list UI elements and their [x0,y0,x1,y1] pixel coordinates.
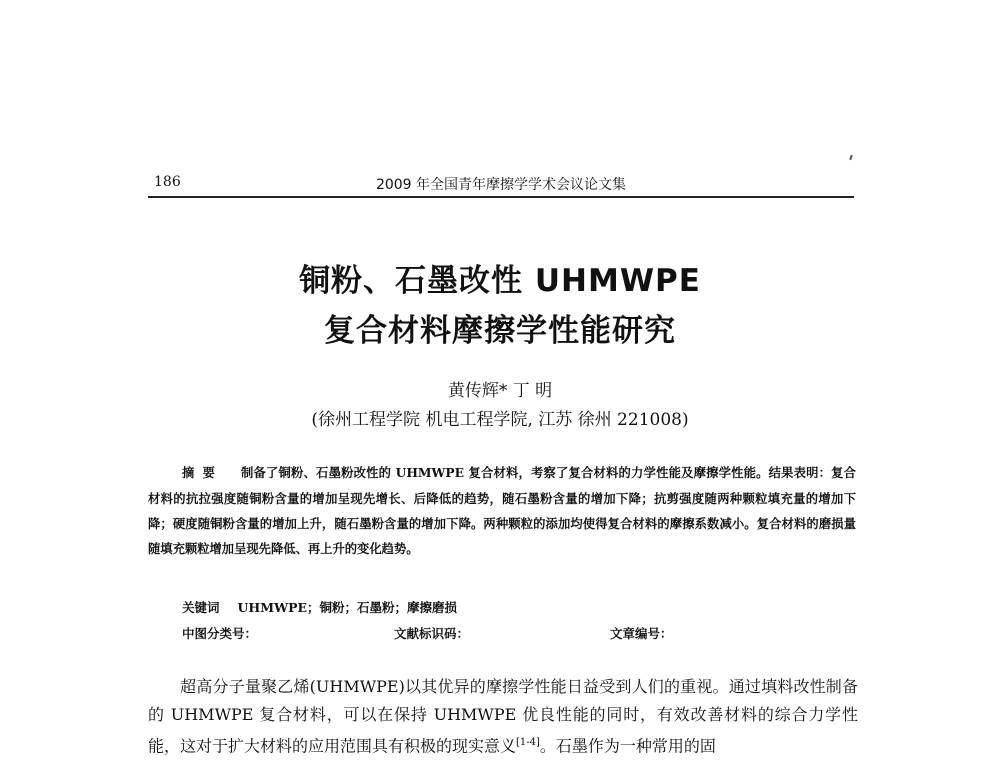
citation-ref: [1-4] [516,737,540,748]
scan-speck [849,155,853,160]
keywords-line [182,598,457,616]
paper-title-line-1: 铜粉、石墨改性 UHMWPE [299,263,701,299]
article-number-label: 文章编号： [610,626,673,641]
abstract-text: 制备了铜粉、石墨粉改性的 UHMWPE 复合材料，考察了复合材料的力学性能及摩擦学性能。结果表明：复合材料的抗拉强度随铜粉含量的增加呈现先增长、后降低的趋势，随石墨粉含量的增加下降；抗剪强度随两种颗粒填充量的增加下降；硬度随铜粉含量的增加上升，随石墨粉含量的增加下降。两种颗粒的添加均使得复合材料的摩擦系数减小。复合材料的磨损量随填充颗粒增加呈现先降低、再上升的变化趋势。 [148,465,856,556]
page-number: 186 [154,174,181,190]
body-text-after-ref: 。石墨作为一种常用的固 [539,736,716,756]
affiliation: (徐州工程学院 机电工程学院, 江苏 徐州 221008) [311,410,689,430]
abstract-block [148,460,856,561]
author-list: 黄传辉* 丁 明 [447,381,553,401]
keywords-label: 关键词 [182,600,220,615]
body-text-before-ref: 超高分子量聚乙烯(UHMWPE)以其优异的摩擦学性能日益受到人们的重视。通过填料改性制备的 UHMWPE 复合材料，可以在保持 UHMWPE 优良性能的同时，有效改善材料的综合力学性能，这对于扩大材料的应用范围具有积极的现实意义 [148,677,858,756]
running-header [148,172,854,198]
classification-row [182,624,882,644]
paper-title-line-2: 复合材料摩擦学性能研究 [324,313,676,349]
journal-title: 2009 年全国青年摩擦学学术会议论文集 [375,177,627,193]
clc-label: 中图分类号： [182,626,258,641]
keywords-text: UHMWPE；铜粉；石墨粉；摩擦磨损 [237,600,458,615]
body-paragraph [148,673,858,760]
doc-code-label: 文献标识码： [394,626,470,641]
abstract-label: 摘要 [182,466,224,480]
